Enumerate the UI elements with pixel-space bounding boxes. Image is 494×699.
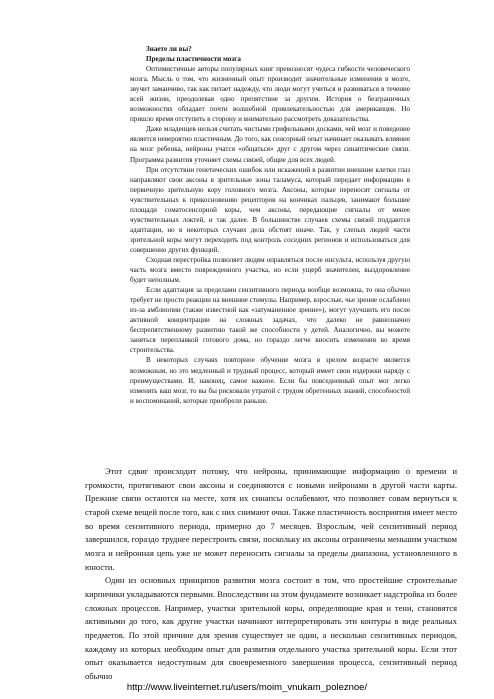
sidebar-paragraph: При отсутствии генетических ошибок или искажений в развитии внешние клетки глаз направляют свои аксоны в зрительные зоны таламуса, который передает информацию в первичную зрительную кору головного мозга. Аксоны, которые переносят сигналы от чувствительных к прикосновению рецепторов на кончиках пальцев, занимают большие площади соматосенсорной коры, чем аксоны, передающие сигналы от менее чувствительных локтей, и так далее. В большинстве случаев схемы связей поддаются адаптации, но в некоторых случаях дела обстоят иначе. Так, у слепых людей части зрительной коры могут переходить под контроль соседних регионов и использоваться для совершенно других функций.: [130, 165, 410, 254]
main-paragraph: Этот сдвиг происходит потому, что нейроны, принимающие информацию о времени и громкости, протягивают свои аксоны и соединяются с новыми нейронами в другой части карты. Прежние связи остаются на месте, хотя их синапсы ослабевают, что позволяет совам вернуться к старой схеме вещей после того, как с них снимают очки. Также пластичность восприятия имеет место во время сензитивного периода, примерно до 7 месяцев. Взрослым, чей сензитивный период завершился, гораздо труднее перестроить связи, поскольку их аксоны ограничены меньшим участком мозга и нейронная цепь уже не может переносить сигналы за пределы диапазона, установленного в юности.: [85, 466, 457, 572]
main-paragraph: Один из основных принципов развития мозга состоит в том, что простейшие строительные кирпичики укладываются первыми. Впоследствии на этом фундаменте возникает надстройка из более сложных процессов. Например, участки зрительной коры, определяющие края и тени, становятся активными до того, как другие участки начинают интерпретировать эти контуры в виде реальных предметов. По этой причине для зрения существует не один, а несколько сензитивных периодов, каждому из которых необходим опыт для развития отдельного участка зрительной коры. Если этот опыт оказывается недоступным для своевременного завершения процесса, сензитивный период обычно: [85, 575, 457, 681]
sidebar-paragraph: Если адаптация за пределами сензитивного периода вообще возможна, то она обычно требует не просто реакции на внешние стимулы. Например, взрослые, чье зрение ослаблено из-за амблиопии (также известной как «затуманенное зрение»), могут улучшить его после активной концентрации на сложных задачах, что далеко не равнозначно беспрепятственному развитию такой же способности у детей. Аналогично, вы можете заняться переплавкой готового дома, но гораздо легче вносить изменения во время строительства.: [130, 286, 410, 355]
main-text: [85, 465, 457, 684]
sidebar-heading: Знаете ли вы?: [146, 45, 192, 53]
sidebar-paragraph: Даже младенцев нельзя считать чистыми грифельными досками, чей мозг и поведение является невероятно пластичным. До того, как сенсорный опыт начинает оказывать влияние на мозг ребенка, нейроны учатся «общаться» друг с другом через синаптические связи. Программа развития уточняет схемы связей, общие для всех людей.: [130, 125, 410, 164]
sidebar-paragraph: В некоторых случаях повторное обучение мозга в зрелом возрасте является возможным, но это медленный и трудный процесс, который имеет свои издержки наряду с преимуществами. И, наконец, самое важное. Если бы повседневный опыт мог легко изменять ваш мозг, то вы бы рисковали утратой с трудом обретенных знаний, способностей и воспоминаний, которые приобрели раньше.: [130, 356, 410, 405]
sidebar-subheading: Пределы пластичности мозга: [146, 55, 241, 64]
sidebar-paragraph: Оптимистичные авторы популярных книг превозносят чудеса гибкости человеческого мозга. Мысль о том, что жизненный опыт производит значительные изменения в мозге, звучит заманчиво, так как питает надежду, что люди могут учиться и развиваться в течение всей жизни, преодолевая одно препятствие за другим. История о безграничных возможностях обладает почти волшебной привлекательностью для американцев. Но пришло время отступить в сторону и внимательно рассмотреть доказательства.: [130, 65, 410, 124]
watermark-url: http://www.liveinternet.ru/users/moim_vnukam_poleznoe/: [126, 682, 368, 693]
sidebar-box: [130, 44, 410, 406]
sidebar-paragraph: Сходная перестройка позволяет людям оправляться после инсульта, используя другую часть мозга вместо поврежденного участка, но если ущерб значителен, выздоровление будет неполным.: [130, 255, 410, 285]
